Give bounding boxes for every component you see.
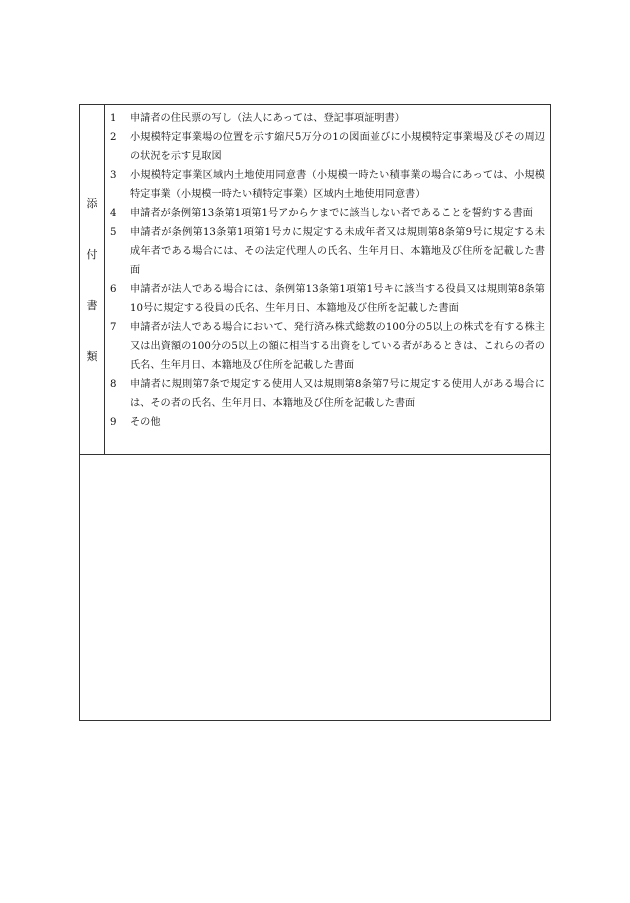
attached-documents-section	[80, 105, 550, 455]
item-number: 3	[110, 170, 117, 181]
label-char: 添	[86, 196, 98, 210]
item-number: 9	[110, 417, 117, 428]
label-char: 類	[86, 349, 98, 363]
item-text: 申請者の住民票の写し（法人にあっては、登記事項証明書）	[130, 113, 405, 124]
item-number: 5	[110, 227, 117, 238]
attached-documents-label	[80, 105, 105, 454]
item-number: 2	[110, 132, 117, 143]
list-item	[110, 318, 545, 375]
list-item	[110, 204, 545, 223]
item-number: 6	[110, 284, 117, 295]
list-item	[110, 280, 545, 318]
blank-area	[80, 455, 550, 720]
attachment-form-table	[79, 104, 551, 721]
item-text: その他	[130, 417, 161, 428]
item-text: 小規模特定事業区域内土地使用同意書（小規模一時たい積事業の場合にあっては、小規模特定事業（小規模一時たい積特定事業）区域内土地使用同意書）	[130, 170, 545, 200]
item-text: 申請者が条例第13条第1項第1号アからケまでに該当しない者であることを誓約する書面	[130, 208, 533, 219]
list-item	[110, 375, 545, 413]
item-text: 申請者が法人である場合において、発行済み株式総数の100分の5以上の株式を有する株主又は出資額の100分の5以上の額に相当する出資をしている者があるときは、これらの者の氏名、生年月日、本籍地及び住所を記載した書面	[130, 322, 545, 371]
list-item	[110, 413, 545, 432]
item-text: 申請者が法人である場合には、条例第13条第1項第1号キに該当する役員又は規則第8条第10号に規定する役員の氏名、生年月日、本籍地及び住所を記載した書面	[130, 284, 545, 314]
list-item	[110, 166, 545, 204]
item-number: 1	[110, 113, 117, 124]
item-text: 申請者が条例第13条第1項第1号カに規定する未成年者又は規則第8条第9号に規定する未成年者である場合には、その法定代理人の氏名、生年月日、本籍地及び住所を記載した書面	[130, 227, 545, 276]
item-number: 8	[110, 379, 117, 390]
item-text: 申請者に規則第7条で規定する使用人又は規則第8条第7号に規定する使用人がある場合には、その者の氏名、生年月日、本籍地及び住所を記載した書面	[130, 379, 545, 409]
item-number: 7	[110, 322, 117, 333]
item-number: 4	[110, 208, 117, 219]
list-item	[110, 128, 545, 166]
list-item	[110, 109, 545, 128]
label-char: 付	[86, 247, 98, 261]
item-text: 小規模特定事業場の位置を示す縮尺5万分の1の図面並びに小規模特定事業場及びその周辺の状況を示す見取図	[130, 132, 545, 162]
label-char: 書	[86, 298, 98, 312]
attached-documents-list	[105, 105, 550, 454]
list-item	[110, 223, 545, 280]
